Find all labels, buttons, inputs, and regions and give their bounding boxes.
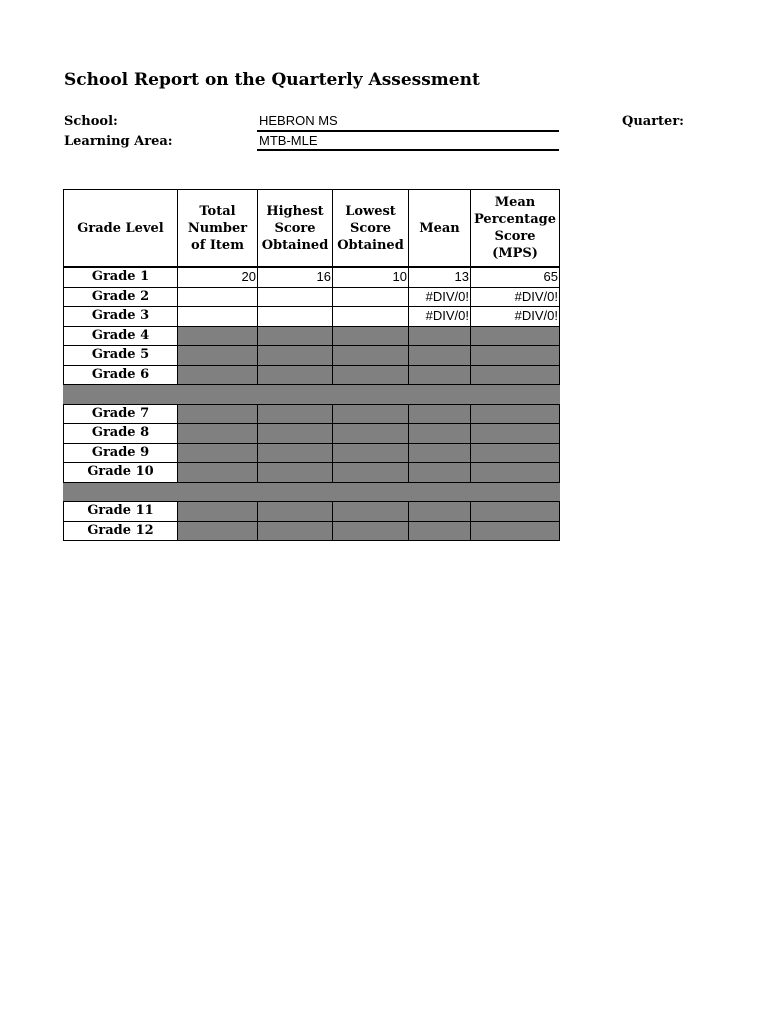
grade-cell: Grade 11	[64, 502, 178, 522]
learning-area-value: MTB-MLE	[259, 133, 318, 148]
grade-cell: Grade 2	[64, 287, 178, 307]
shaded-cell	[333, 404, 409, 424]
shaded-cell	[178, 326, 258, 346]
table-row	[64, 521, 560, 541]
mean-cell: #DIV/0!	[409, 287, 471, 307]
table-row	[64, 365, 560, 385]
mps-cell: #DIV/0!	[471, 287, 560, 307]
separator-band	[64, 482, 560, 502]
shaded-cell	[333, 502, 409, 522]
shaded-cell	[409, 424, 471, 444]
shaded-cell	[333, 521, 409, 541]
shaded-cell	[258, 502, 333, 522]
shaded-cell	[258, 521, 333, 541]
grade-cell: Grade 6	[64, 365, 178, 385]
header-mean: Mean	[409, 190, 471, 268]
shaded-cell	[178, 463, 258, 483]
shaded-cell	[258, 404, 333, 424]
grade-cell: Grade 8	[64, 424, 178, 444]
shaded-cell	[178, 404, 258, 424]
shaded-cell	[409, 404, 471, 424]
shaded-cell	[333, 365, 409, 385]
total-items-cell	[178, 287, 258, 307]
shaded-cell	[471, 521, 560, 541]
shaded-cell	[258, 326, 333, 346]
shaded-cell	[409, 443, 471, 463]
shaded-cell	[258, 346, 333, 366]
table-row	[64, 267, 560, 287]
shaded-cell	[258, 463, 333, 483]
mean-cell: 13	[409, 267, 471, 287]
highest-score-cell	[258, 287, 333, 307]
learning-area-label: Learning Area:	[64, 134, 173, 149]
total-items-cell: 20	[178, 267, 258, 287]
shaded-cell	[258, 365, 333, 385]
separator-row	[64, 385, 560, 405]
school-underline	[257, 130, 559, 132]
shaded-cell	[333, 326, 409, 346]
shaded-cell	[178, 346, 258, 366]
lowest-score-cell	[333, 287, 409, 307]
lowest-score-cell	[333, 307, 409, 327]
shaded-cell	[471, 502, 560, 522]
table-row	[64, 346, 560, 366]
table-row	[64, 307, 560, 327]
header-grade-level: Grade Level	[64, 190, 178, 268]
table-row	[64, 404, 560, 424]
mps-cell: #DIV/0!	[471, 307, 560, 327]
shaded-cell	[471, 443, 560, 463]
shaded-cell	[178, 521, 258, 541]
separator-row	[64, 482, 560, 502]
total-items-cell	[178, 307, 258, 327]
shaded-cell	[409, 346, 471, 366]
shaded-cell	[471, 346, 560, 366]
grade-cell: Grade 5	[64, 346, 178, 366]
report-title: School Report on the Quarterly Assessment	[64, 70, 480, 90]
grade-cell: Grade 12	[64, 521, 178, 541]
header-mps: Mean Percentage Score (MPS)	[471, 190, 560, 268]
learning-area-underline	[257, 149, 559, 151]
school-value: HEBRON MS	[259, 113, 338, 128]
quarter-label: Quarter:	[622, 114, 684, 129]
table-row	[64, 287, 560, 307]
shaded-cell	[258, 424, 333, 444]
shaded-cell	[333, 346, 409, 366]
shaded-cell	[258, 443, 333, 463]
shaded-cell	[471, 365, 560, 385]
grade-cell: Grade 9	[64, 443, 178, 463]
shaded-cell	[178, 424, 258, 444]
header-total-items: Total Number of Item	[178, 190, 258, 268]
grade-cell: Grade 3	[64, 307, 178, 327]
grade-cell: Grade 10	[64, 463, 178, 483]
shaded-cell	[178, 443, 258, 463]
table-row	[64, 463, 560, 483]
shaded-cell	[333, 424, 409, 444]
shaded-cell	[471, 326, 560, 346]
grade-cell: Grade 4	[64, 326, 178, 346]
school-label: School:	[64, 114, 118, 129]
table-header-row	[64, 190, 560, 268]
shaded-cell	[178, 365, 258, 385]
shaded-cell	[409, 365, 471, 385]
shaded-cell	[471, 463, 560, 483]
shaded-cell	[409, 521, 471, 541]
table-row	[64, 502, 560, 522]
lowest-score-cell: 10	[333, 267, 409, 287]
shaded-cell	[471, 424, 560, 444]
shaded-cell	[333, 463, 409, 483]
separator-band	[64, 385, 560, 405]
shaded-cell	[409, 463, 471, 483]
header-highest-score: Highest Score Obtained	[258, 190, 333, 268]
highest-score-cell: 16	[258, 267, 333, 287]
table-row	[64, 443, 560, 463]
grade-cell: Grade 7	[64, 404, 178, 424]
header-lowest-score: Lowest Score Obtained	[333, 190, 409, 268]
highest-score-cell	[258, 307, 333, 327]
mean-cell: #DIV/0!	[409, 307, 471, 327]
table-row	[64, 424, 560, 444]
shaded-cell	[178, 502, 258, 522]
table-row	[64, 326, 560, 346]
shaded-cell	[409, 326, 471, 346]
grade-cell: Grade 1	[64, 267, 178, 287]
shaded-cell	[333, 443, 409, 463]
shaded-cell	[409, 502, 471, 522]
assessment-table	[63, 189, 560, 541]
mps-cell: 65	[471, 267, 560, 287]
shaded-cell	[471, 404, 560, 424]
